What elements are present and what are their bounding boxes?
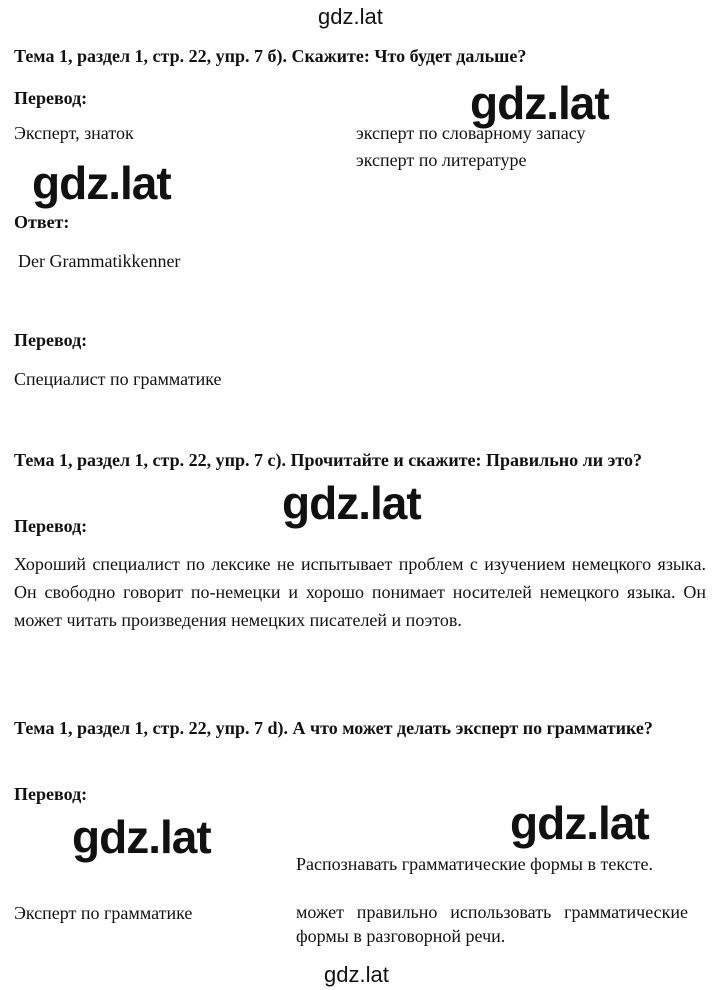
section2-title: Тема 1, раздел 1, стр. 22, упр. 7 с). Прочитайте и скажите: Правильно ли это? [14, 450, 642, 470]
section1-translation-2: Специалист по грамматике [14, 369, 222, 389]
section2-translation-label: Перевод: [14, 516, 88, 536]
section1-translation-label-2: Перевод: [14, 330, 88, 350]
section3-translation-label: Перевод: [14, 784, 88, 804]
section1-answer-label: Ответ: [14, 212, 70, 232]
watermark-big-4: gdz.lat [72, 811, 211, 863]
section1-answer: Der Grammatikkenner [18, 251, 181, 271]
watermark-big-5: gdz.lat [510, 797, 649, 849]
watermark-top: gdz.lat [318, 4, 383, 29]
section1-title: Тема 1, раздел 1, стр. 22, упр. 7 б). Скажите: Что будет дальше? [14, 46, 527, 66]
section3-left-term: Эксперт по грамматике [14, 903, 193, 923]
section1-right-line2: эксперт по литературе [356, 150, 527, 170]
section3-right-item2: может правильно использовать грамматические формы в разговорной речи. [296, 902, 688, 946]
section3-right-item1: Распознавать грамматические формы в тексте. [296, 854, 653, 874]
watermark-big-1: gdz.lat [470, 77, 609, 129]
section1-left-term: Эксперт, знаток [14, 123, 134, 143]
watermark-big-3: gdz.lat [282, 477, 421, 529]
watermark-big-2: gdz.lat [32, 157, 171, 209]
section1-right-line1: эксперт по словарному запасу [356, 123, 586, 143]
watermark-bottom: gdz.lat [324, 962, 389, 987]
section1-translation-label: Перевод: [14, 88, 88, 108]
section2-paragraph: Хороший специалист по лексике не испытывает проблем с изучением немецкого языка. Он свободно говорит по-немецки и хорошо понимает носителей немецкого языка. Он может читать произведения немецких писателей и поэтов. [14, 554, 706, 630]
section3-title: Тема 1, раздел 1, стр. 22, упр. 7 d). А что может делать эксперт по грамматике? [14, 718, 653, 738]
